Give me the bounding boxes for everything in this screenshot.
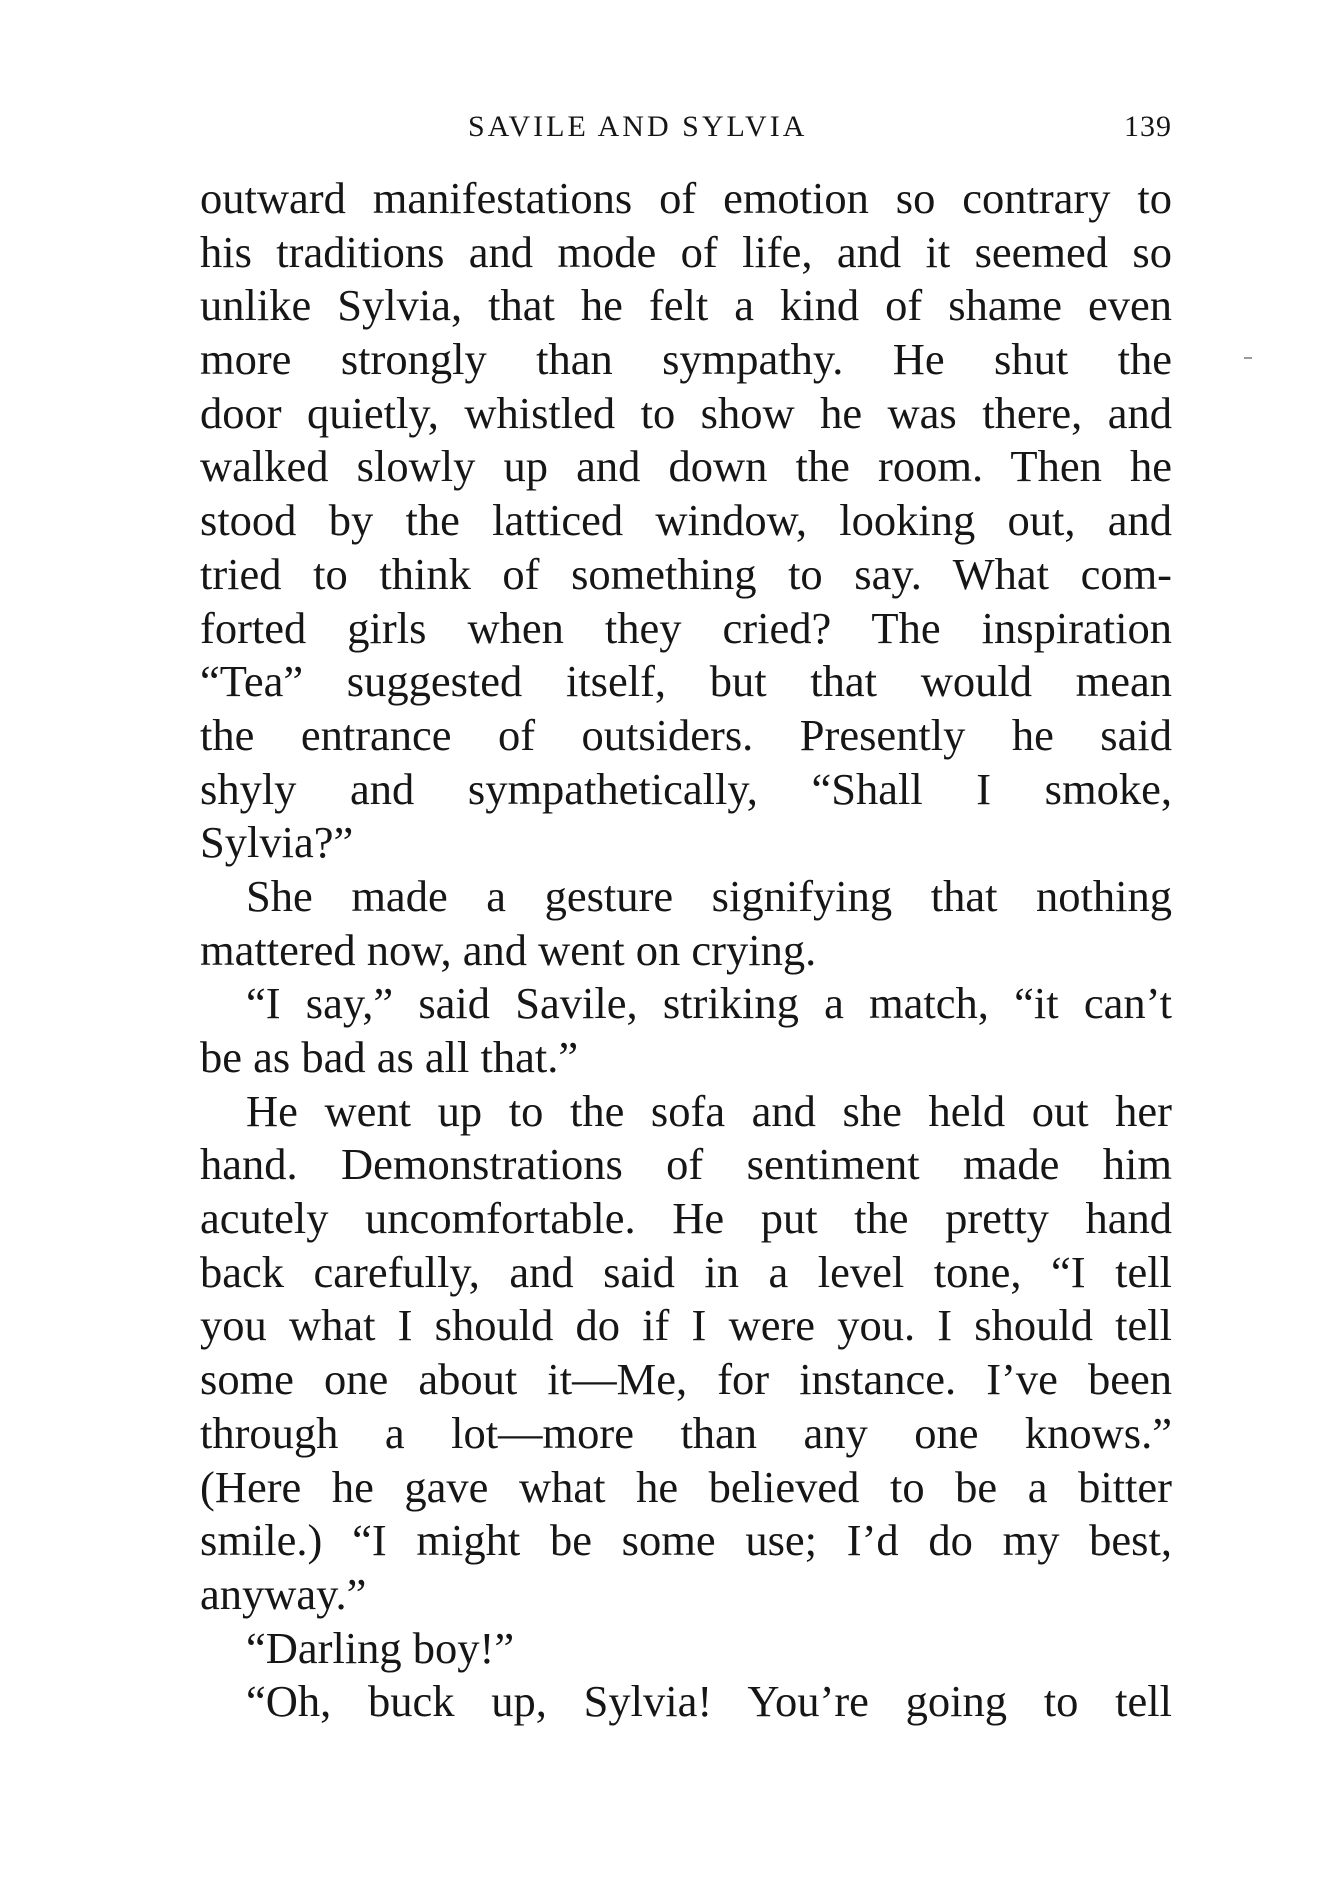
text-line: He went up to the sofa and she held out her — [246, 1085, 1172, 1136]
text-line: forted girls when they cried? The inspiration — [200, 602, 1172, 653]
text-line: his traditions and mode of life, and it seemed so — [200, 226, 1172, 277]
text-line: (Here he gave what he believed to be a bitter — [200, 1461, 1172, 1512]
text-line: the entrance of outsiders. Presently he said — [200, 709, 1172, 760]
margin-mark — [1244, 357, 1252, 359]
running-head — [200, 110, 1172, 150]
text-line: She made a gesture signifying that nothing — [246, 870, 1172, 921]
text-line: smile.) “I might be some use; I’d do my best, — [200, 1515, 1172, 1566]
text-line: door quietly, whistled to show he was there, and — [200, 387, 1172, 438]
text-line: acutely uncomfortable. He put the pretty hand — [200, 1193, 1172, 1244]
text-line: “Darling boy!” — [246, 1622, 515, 1673]
text-line: outward manifestations of emotion so contrary to — [200, 173, 1172, 223]
text-line: more strongly than sympathy. He shut the — [200, 334, 1172, 385]
text-line: back carefully, and said in a level tone, “I tell — [200, 1246, 1172, 1297]
text-line: hand. Demonstrations of sentiment made him — [200, 1139, 1172, 1190]
text-line: Sylvia?” — [200, 817, 354, 868]
text-line: shyly and sympathetically, “Shall I smoke, — [200, 763, 1172, 814]
text-line: be as bad as all that.” — [200, 1032, 579, 1082]
text-line: “Tea” suggested itself, but that would mean — [200, 656, 1172, 707]
text-line: anyway.” — [200, 1568, 367, 1619]
text-line: “I say,” said Savile, striking a match, “it can’t — [246, 978, 1172, 1029]
text-line: through a lot—more than any one knows.” — [200, 1407, 1172, 1458]
text-line: stood by the latticed window, looking out, and — [200, 495, 1172, 546]
text-line: some one about it—Me, for instance. I’ve been — [200, 1354, 1172, 1405]
body-text — [200, 172, 1172, 1729]
text-line: “Oh, buck up, Sylvia! You’re going to tell — [246, 1676, 1172, 1727]
text-line: tried to think of something to say. What com- — [200, 548, 1172, 599]
book-page — [200, 0, 1172, 1889]
text-line: walked slowly up and down the room. Then he — [200, 441, 1172, 492]
text-line: you what I should do if I were you. I should tell — [200, 1300, 1172, 1351]
page-number: 139 — [1124, 110, 1172, 143]
text-line: unlike Sylvia, that he felt a kind of shame even — [200, 280, 1172, 331]
running-title: SAVILE AND SYLVIA — [468, 110, 808, 143]
text-line: mattered now, and went on crying. — [200, 924, 817, 975]
